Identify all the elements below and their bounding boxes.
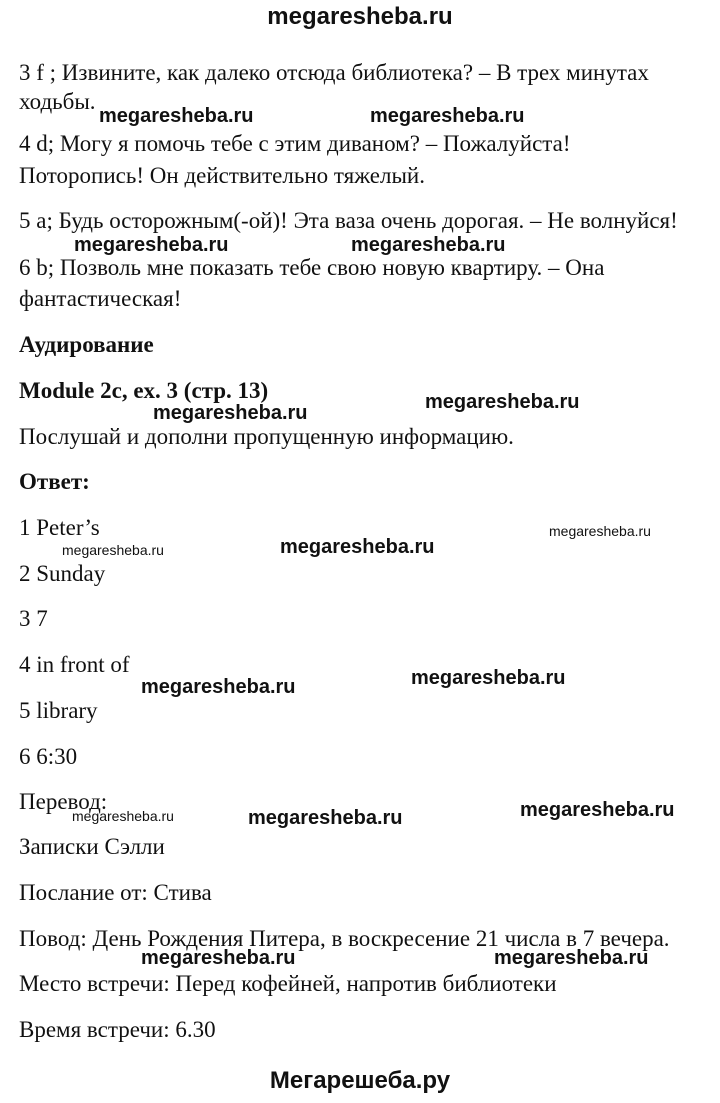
section-title: Аудирование <box>19 332 154 357</box>
dialogue-6-line-2: фантастическая! <box>19 286 182 311</box>
watermark: megaresheba.ru <box>153 402 308 424</box>
instruction-text: Послушай и дополни пропущенную информацию. <box>19 424 514 449</box>
answer-item: 2 Sunday <box>19 561 106 586</box>
translation-line: Время встречи: 6.30 <box>19 1017 216 1042</box>
dialogue-3-line-2: ходьбы. <box>19 89 96 114</box>
answer-item: 1 Peter’s <box>19 515 100 540</box>
site-header: megaresheba.ru <box>267 3 453 30</box>
dialogue-3-line-1: 3 f ; Извините, как далеко отсюда библиотека? – В трех минутах <box>19 60 649 85</box>
translation-line: Место встречи: Перед кофейней, напротив библиотеки <box>19 971 557 996</box>
answer-item: 5 library <box>19 698 98 723</box>
translation-label: Перевод: <box>19 789 108 814</box>
dialogue-5-line-1: 5 a; Будь осторожным(-ой)! Эта ваза очень дорогая. – Не волнуйся! <box>19 208 678 233</box>
answer-item: 6 6:30 <box>19 744 78 769</box>
translation-line: Записки Сэлли <box>19 834 165 859</box>
watermark: megaresheba.ru <box>494 947 649 969</box>
watermark: megaresheba.ru <box>280 536 435 558</box>
dialogue-6-line-1: 6 b; Позволь мне показать тебе свою новую квартиру. – Она <box>19 255 605 280</box>
watermark: megaresheba.ru <box>141 947 296 969</box>
watermark: megaresheba.ru <box>520 799 675 821</box>
dialogue-4-line-2: Поторопись! Он действительно тяжелый. <box>19 163 425 188</box>
watermark: megaresheba.ru <box>248 807 403 829</box>
watermark: megaresheba.ru <box>411 667 566 689</box>
watermark: megaresheba.ru <box>425 391 580 413</box>
answer-label: Ответ: <box>19 469 90 494</box>
watermark: megaresheba.ru <box>351 234 506 256</box>
watermark-small: megaresheba.ru <box>72 808 174 824</box>
watermark-small: megaresheba.ru <box>549 523 651 539</box>
watermark-small: megaresheba.ru <box>62 542 164 558</box>
answer-item: 4 in front of <box>19 652 130 677</box>
translation-line: Повод: День Рождения Питера, в воскресение 21 числа в 7 вечера. <box>19 926 670 951</box>
watermark: megaresheba.ru <box>74 234 229 256</box>
dialogue-4-line-1: 4 d; Могу я помочь тебе с этим диваном? – Пожалуйста! <box>19 131 571 156</box>
site-footer: Мегарешеба.ру <box>269 1067 451 1094</box>
exercise-title: Module 2c, ex. 3 (стр. 13) <box>19 378 269 403</box>
watermark: megaresheba.ru <box>141 676 296 698</box>
watermark: megaresheba.ru <box>370 105 525 127</box>
answer-item: 3 7 <box>19 606 48 631</box>
translation-line: Послание от: Стива <box>19 880 212 905</box>
watermark: megaresheba.ru <box>99 105 254 127</box>
